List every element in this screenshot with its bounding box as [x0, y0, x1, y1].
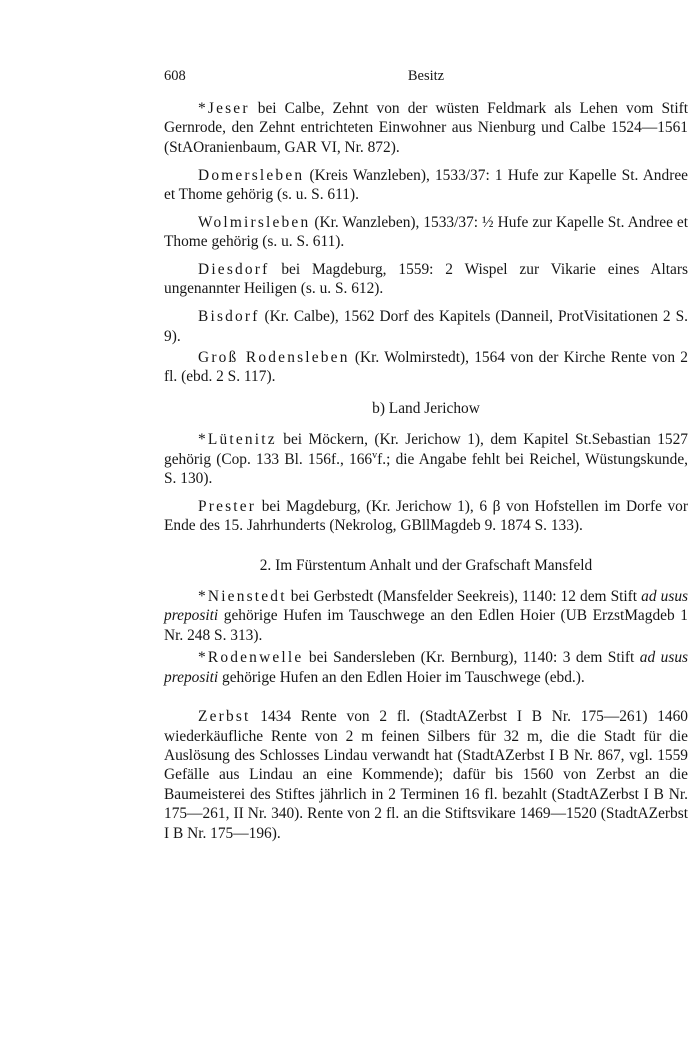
- entry-zerbst: [164, 707, 688, 843]
- place-name: Groß Rodensleben: [198, 349, 350, 367]
- entry-jeser: [164, 99, 688, 157]
- section-heading-anhalt-mansfeld: 2. Im Fürstentum Anhalt und der Grafschaft Mansfeld: [259, 556, 593, 574]
- entry-text-cont: gehörige Hufen im Tauschwege an den Edlen Hoier (UB ErzstMagdeb 1 Nr. 248 S. 313).: [164, 607, 688, 644]
- section-heading-land-jerichow: b) Land Jerichow: [372, 399, 480, 417]
- place-name: *Rodenwelle: [198, 649, 304, 667]
- entry-bisdorf: [164, 307, 688, 346]
- entry-text: 1434 Rente von 2 fl. (StadtAZerbst I B Nr. 175—261) 1460 wiederkäufliche Rente von 2 m feinen Silbers für 32 m, die die Stadt für die Auslösung des Schlosses Lindau verwandt hat (StadtAZerbst I B Nr. 867, vgl. 1559 Gefälle aus Lindau an eine Kommende); dafür bis 1560 von Zerbst an die Baumeisterei des Stiftes jährlich in 2 Terminen 16 fl. bezahlt (StadtAZerbst I B Nr. 175—261, II Nr. 340). Rente von 2 fl. an die Stiftsvikare 1469—1520 (StadtAZerbst I B Nr. 175—196).: [164, 708, 688, 842]
- entry-domersleben: [164, 166, 688, 205]
- place-name: Zerbst: [198, 708, 251, 726]
- entry-wolmirsleben: [164, 213, 688, 252]
- entry-text: bei Calbe, Zehnt von der wüsten Feldmark als Lehen vom Stift Gernrode, den Zehnt entrichteten Einwohner aus Nienburg und Calbe 1524—1561 (StAOranienbaum, GAR VI, Nr. 872).: [164, 100, 688, 156]
- entry-diesdorf: [164, 260, 688, 299]
- entry-text: (Kr. Wolmirstedt), 1564 von der Kirche Rente von 2 fl. (ebd. 2 S. 117).: [164, 349, 688, 386]
- place-name: *Lütenitz: [198, 431, 277, 449]
- entry-text: bei Gerbstedt (Mansfelder Seekreis), 1140: 12 dem Stift: [286, 588, 642, 606]
- place-name: Prester: [198, 497, 257, 515]
- place-name: Wolmirsleben: [198, 213, 311, 231]
- place-name: *Nienstedt: [198, 588, 287, 606]
- page-body: [164, 99, 688, 851]
- entry-text: bei Magdeburg, (Kr. Jerichow 1), 6 β von Hofstellen im Dorfe vor Ende des 15. Jahrhunderts (Nekrolog, GBllMagdeb 9. 1874 S. 133).: [164, 497, 688, 535]
- entry-text-cont: f.; die Angabe fehlt bei Reichel, Wüstungskunde, S. 130).: [164, 450, 688, 488]
- latin-phrase: ad usus prepositi: [164, 649, 688, 686]
- entry-prester: [164, 497, 688, 536]
- superscript: v: [372, 449, 378, 461]
- entry-text-cont: gehörige Hufen an den Edlen Hoier im Tauschwege (ebd.).: [218, 668, 585, 686]
- entry-text: bei Sandersleben (Kr. Bernburg), 1140: 3 dem Stift: [303, 649, 640, 667]
- place-name: *Jeser: [198, 100, 250, 117]
- entry-luetenitz: [164, 430, 688, 488]
- entry-rodenwelle: [164, 648, 688, 687]
- entry-text: (Kr. Wanzleben), 1533/37: ½ Hufe zur Kapelle St. Andree et Thome gehörig (s. u. S. 611).: [164, 213, 688, 251]
- page-header: [164, 68, 688, 88]
- entry-text: (Kreis Wanzleben), 1533/37: 1 Hufe zur Kapelle St. Andree et Thome gehörig (s. u. S. 611).: [164, 166, 688, 204]
- place-name: Bisdorf: [198, 308, 260, 326]
- running-head: Besitz: [407, 68, 445, 84]
- place-name: Domersleben: [198, 166, 305, 184]
- entry-gross-rodensleben: [164, 348, 688, 387]
- place-name: Diesdorf: [198, 261, 270, 279]
- entry-nienstedt: [164, 587, 688, 645]
- latin-phrase: ad usus prepositi: [164, 588, 689, 625]
- entry-text: (Kr. Calbe), 1562 Dorf des Kapitels (Danneil, ProtVisitationen 2 S. 9).: [164, 308, 688, 345]
- entry-text: bei Möckern, (Kr. Jerichow 1), dem Kapitel St.Sebastian 1527 gehörig (Cop. 133 Bl. 156f., 166: [164, 431, 688, 468]
- page-number: 608: [164, 68, 186, 84]
- entry-text: bei Magdeburg, 1559: 2 Wispel zur Vikarie eines Altars ungenannter Heiligen (s. u. S. 612).: [164, 261, 688, 298]
